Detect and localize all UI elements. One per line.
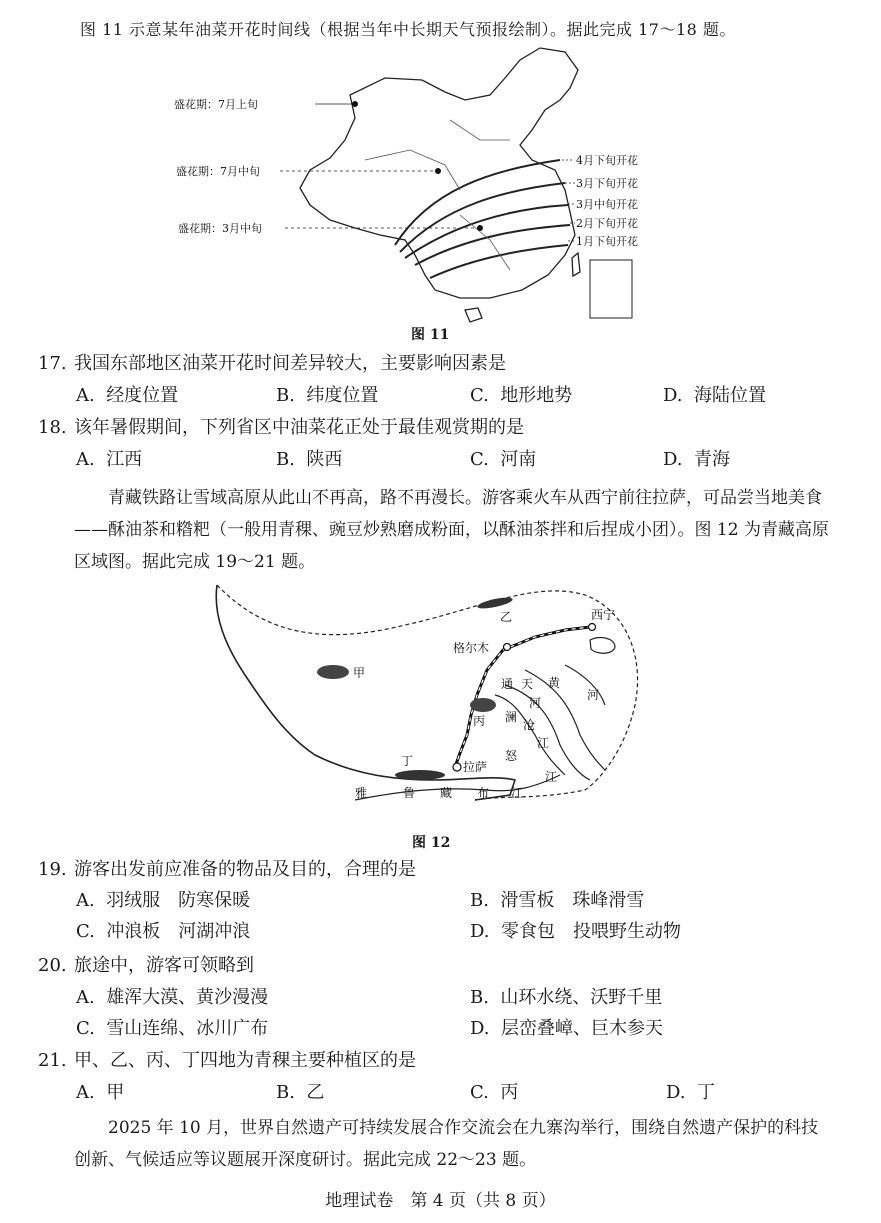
label-lasa: 拉萨 bbox=[463, 760, 488, 774]
city-lasa-marker bbox=[453, 763, 461, 771]
figure-11-map bbox=[160, 40, 700, 340]
svg-text:鲁: 鲁 bbox=[403, 786, 416, 800]
isoline-mar-late bbox=[400, 183, 565, 252]
q20-option-b[interactable]: B. 山环水绕、沃野千里 bbox=[470, 987, 663, 1008]
label-yi: 乙 bbox=[500, 610, 513, 624]
question-19: 19. 游客出发前应准备的物品及目的，合理的是 bbox=[38, 859, 416, 880]
svg-text:怒: 怒 bbox=[505, 749, 518, 763]
label-ding: 丁 bbox=[401, 754, 414, 768]
label-bing: 丙 bbox=[473, 714, 486, 728]
label-jan-late: 1月下旬开花 bbox=[576, 235, 638, 248]
city-geermu-marker bbox=[504, 644, 511, 651]
q18-option-a[interactable]: A. 江西 bbox=[76, 449, 143, 470]
section-intro-fig12: 青藏铁路让雪域高原从此山不再高，路不再漫长。游客乘火车从西宁前往拉萨，可品尝当地美食——酥油茶和糌粑（一般用青稞、豌豆炒熟磨成粉面，以酥油茶拌和后捏成小团）。图 12 为青藏高原区域图。据此完成 19～21 题。 bbox=[74, 488, 829, 572]
taiwan-island bbox=[572, 253, 580, 276]
label-feb-late: 2月下旬开花 bbox=[576, 217, 638, 230]
label-jia: 甲 bbox=[353, 666, 366, 680]
label-geermu: 格尔木 bbox=[453, 641, 490, 655]
q19-option-c[interactable]: C. 冲浪板 河湖冲浪 bbox=[76, 921, 251, 942]
svg-text:澜: 澜 bbox=[505, 710, 518, 724]
q17-option-d[interactable]: D. 海陆位置 bbox=[663, 385, 766, 406]
area-bing bbox=[470, 698, 496, 712]
q17-option-c[interactable]: C. 地形地势 bbox=[470, 385, 573, 406]
svg-text:天: 天 bbox=[521, 677, 534, 691]
question-17: 17. 我国东部地区油菜开花时间差异较大，主要影响因素是 bbox=[38, 353, 506, 374]
svg-text:江: 江 bbox=[537, 736, 550, 750]
q18-option-c[interactable]: C. 河南 bbox=[470, 449, 537, 470]
question-18: 18. 该年暑假期间，下列省区中油菜花正处于最佳观赏期的是 bbox=[38, 417, 524, 438]
svg-text:布: 布 bbox=[477, 786, 490, 800]
svg-text:藏: 藏 bbox=[440, 786, 453, 800]
isoline-mar-mid bbox=[405, 205, 568, 258]
svg-text:江: 江 bbox=[545, 770, 558, 784]
figure-12-caption: 图 12 bbox=[412, 835, 451, 851]
area-ding bbox=[395, 770, 445, 780]
q19-option-b[interactable]: B. 滑雪板 珠峰滑雪 bbox=[470, 890, 645, 911]
figure-12-map bbox=[205, 575, 655, 830]
svg-text:雅: 雅 bbox=[355, 786, 368, 800]
svg-text:河: 河 bbox=[529, 696, 542, 710]
q17-option-b[interactable]: B. 纬度位置 bbox=[276, 385, 379, 406]
area-jia bbox=[317, 665, 349, 679]
q20-option-a[interactable]: A. 雄浑大漠、黄沙漫漫 bbox=[76, 987, 269, 1008]
figure-11-caption: 图 11 bbox=[411, 327, 450, 343]
label-xining: 西宁 bbox=[591, 608, 616, 622]
q18-option-b[interactable]: B. 陕西 bbox=[276, 449, 343, 470]
q21-option-b[interactable]: B. 乙 bbox=[276, 1082, 325, 1103]
label-bloom-mar-mid: 盛花期：3月中旬 bbox=[178, 222, 262, 235]
area-yi bbox=[477, 595, 514, 610]
q19-option-d[interactable]: D. 零食包 投喂野生动物 bbox=[470, 921, 681, 942]
page-footer: 地理试卷 第 4 页（共 8 页） bbox=[325, 1191, 556, 1211]
q20-option-c[interactable]: C. 雪山连绵、冰川广布 bbox=[76, 1018, 269, 1039]
svg-text:沧: 沧 bbox=[523, 718, 536, 732]
tongtian-river bbox=[505, 685, 590, 780]
question-21: 21. 甲、乙、丙、丁四地为青稞主要种植区的是 bbox=[38, 1050, 416, 1071]
section-intro-q22: 2025 年 10 月，世界自然遗产可持续发展合作交流会在九寨沟举行，围绕自然遗产保护的科技创新、气候适应等议题展开深度研讨。据此完成 22～23 题。 bbox=[74, 1118, 819, 1170]
label-mar-late: 3月下旬开花 bbox=[576, 177, 638, 190]
question-20: 20. 旅途中，游客可领略到 bbox=[38, 955, 254, 976]
label-mar-mid: 3月中旬开花 bbox=[576, 198, 638, 211]
section-intro-fig11: 图 11 示意某年油菜开花时间线（根据当年中长期天气预报绘制）。据此完成 17～18 题。 bbox=[80, 20, 736, 39]
svg-text:黄: 黄 bbox=[548, 676, 561, 690]
q21-option-d[interactable]: D. 丁 bbox=[666, 1082, 715, 1103]
q21-option-a[interactable]: A. 甲 bbox=[76, 1082, 125, 1103]
q18-option-d[interactable]: D. 青海 bbox=[663, 449, 730, 470]
isoline-jan-late bbox=[430, 245, 568, 278]
city-xining-marker bbox=[589, 624, 596, 631]
svg-text:河: 河 bbox=[587, 688, 600, 702]
q21-option-c[interactable]: C. 丙 bbox=[470, 1082, 519, 1103]
hainan-island bbox=[465, 308, 482, 322]
q19-option-a[interactable]: A. 羽绒服 防寒保暖 bbox=[76, 890, 251, 911]
q17-option-a[interactable]: A. 经度位置 bbox=[76, 385, 179, 406]
q20-option-d[interactable]: D. 层峦叠嶂、巨木参天 bbox=[470, 1018, 663, 1039]
svg-text:通: 通 bbox=[501, 677, 514, 691]
label-bloom-jul-mid: 盛花期：7月中旬 bbox=[176, 165, 260, 178]
label-bloom-jul-early: 盛花期：7月上旬 bbox=[174, 98, 258, 111]
label-apr-late: 4月下旬开花 bbox=[576, 154, 638, 167]
isoline-feb-late bbox=[415, 225, 570, 265]
qinghai-lake bbox=[590, 638, 615, 654]
svg-text:江: 江 bbox=[511, 786, 524, 800]
